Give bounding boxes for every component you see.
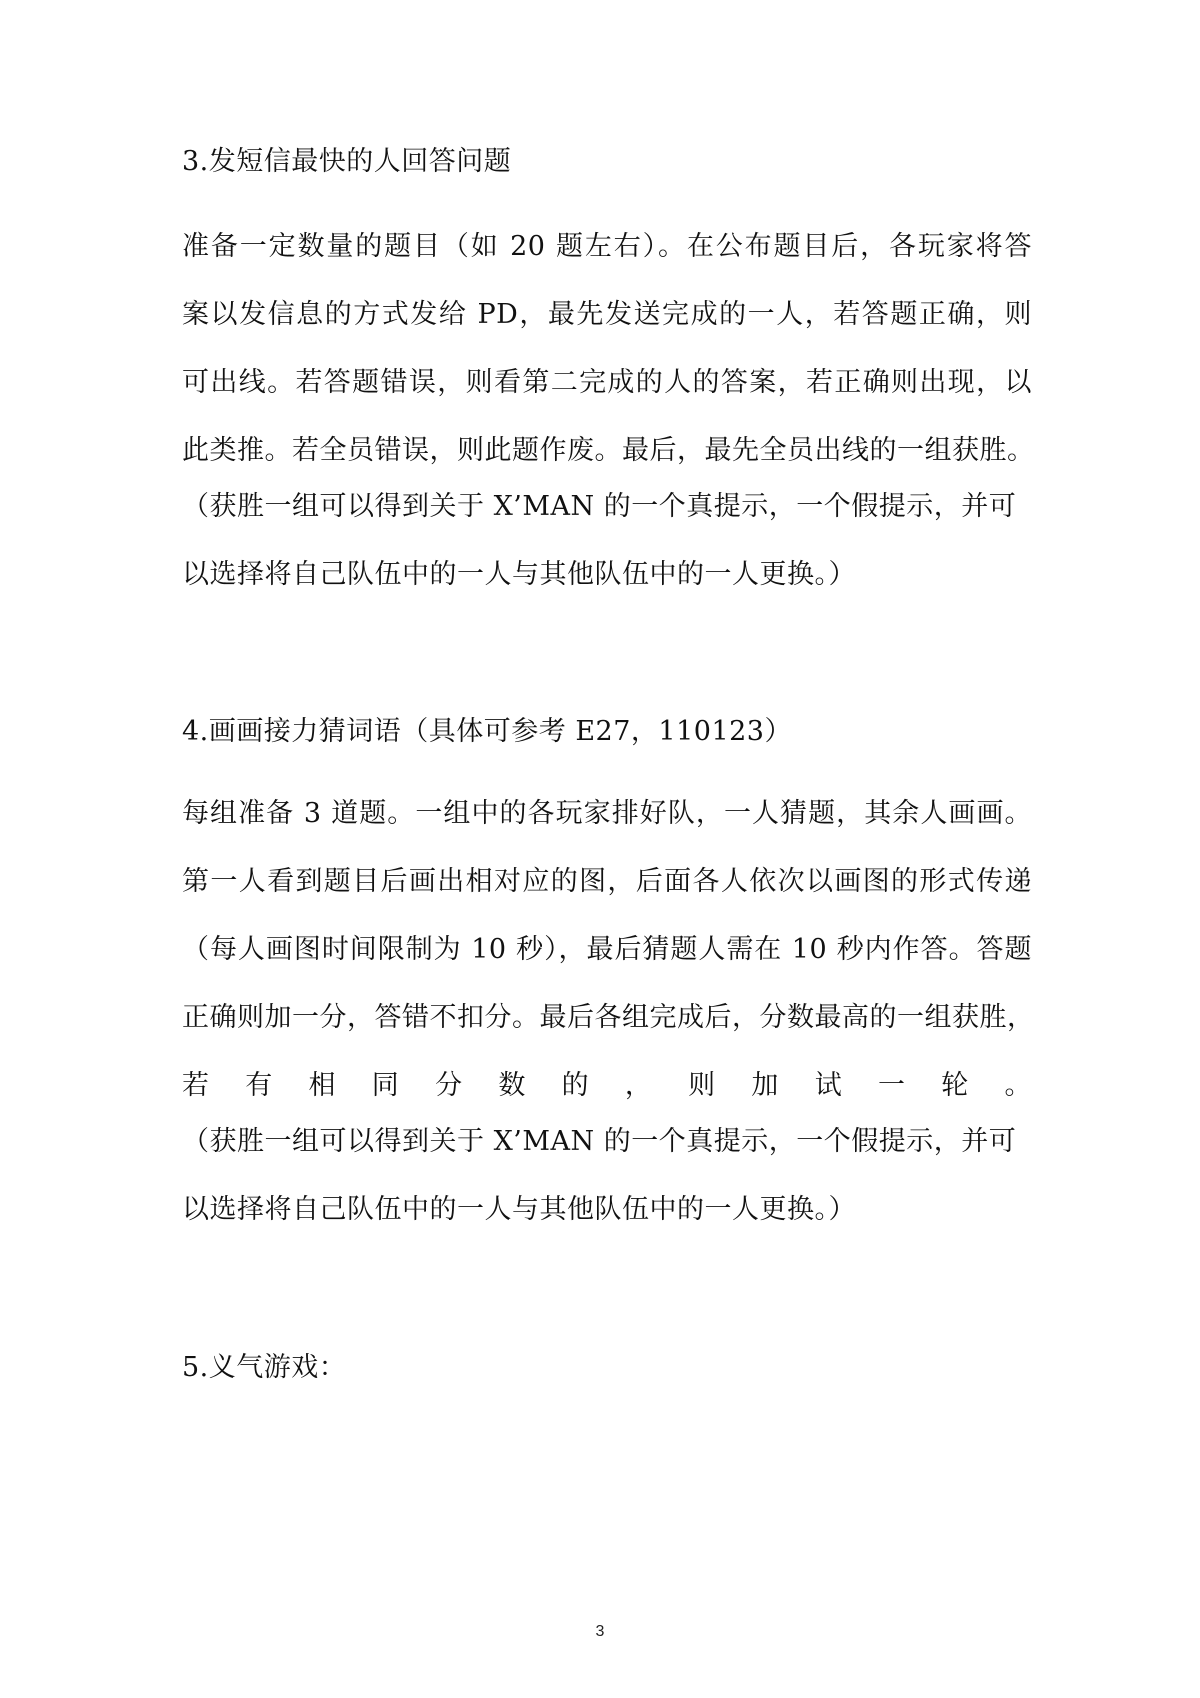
heading-text: 5.义气游戏： bbox=[182, 1352, 347, 1383]
body-line: 正确则加一分，答错不扣分。最后各组完成后，分数最高的一组获胜， bbox=[182, 1002, 1035, 1033]
note-line: 以选择将自己队伍中的一人与其他队伍中的一人更换。） bbox=[182, 1194, 856, 1225]
body-line: 案以发信息的方式发给 PD，最先发送完成的一人，若答题正确，则 bbox=[182, 299, 1032, 330]
section-3-heading bbox=[182, 128, 1032, 196]
heading-text: 3.发短信最快的人回答问题 bbox=[182, 146, 512, 177]
note-line: （获胜一组可以得到关于 X’MAN 的一个真提示，一个假提示，并可 bbox=[182, 1126, 1017, 1157]
section-4-body bbox=[182, 780, 1035, 1120]
section-3-body bbox=[182, 213, 1035, 485]
section-3-note bbox=[182, 473, 1032, 609]
section-5-heading bbox=[182, 1334, 1032, 1402]
body-line: 第一人看到题目后画出相对应的图，后面各人依次以画图的形式传递 bbox=[182, 866, 1032, 897]
heading-text: 4.画画接力猜词语（具体可参考 E27，110123） bbox=[182, 716, 792, 747]
note-line: （获胜一组可以得到关于 X’MAN 的一个真提示，一个假提示，并可 bbox=[182, 491, 1017, 522]
body-line: 准备一定数量的题目（如 20 题左右）。在公布题目后，各玩家将答 bbox=[182, 231, 1032, 262]
page-number: 3 bbox=[595, 1623, 605, 1640]
body-line: 若有相同分数的，则加试一轮。 bbox=[182, 1070, 1032, 1101]
section-4-heading bbox=[182, 698, 1032, 766]
body-line: （每人画图时间限制为 10 秒），最后猜题人需在 10 秒内作答。答题 bbox=[182, 934, 1032, 965]
body-line: 此类推。若全员错误，则此题作废。最后，最先全员出线的一组获胜。 bbox=[182, 435, 1035, 466]
body-line: 可出线。若答题错误，则看第二完成的人的答案，若正确则出现，以 bbox=[182, 367, 1032, 398]
note-line: 以选择将自己队伍中的一人与其他队伍中的一人更换。） bbox=[182, 559, 856, 590]
body-line: 每组准备 3 道题。一组中的各玩家排好队，一人猜题，其余人画画。 bbox=[182, 798, 1032, 829]
section-4-note bbox=[182, 1108, 1032, 1244]
